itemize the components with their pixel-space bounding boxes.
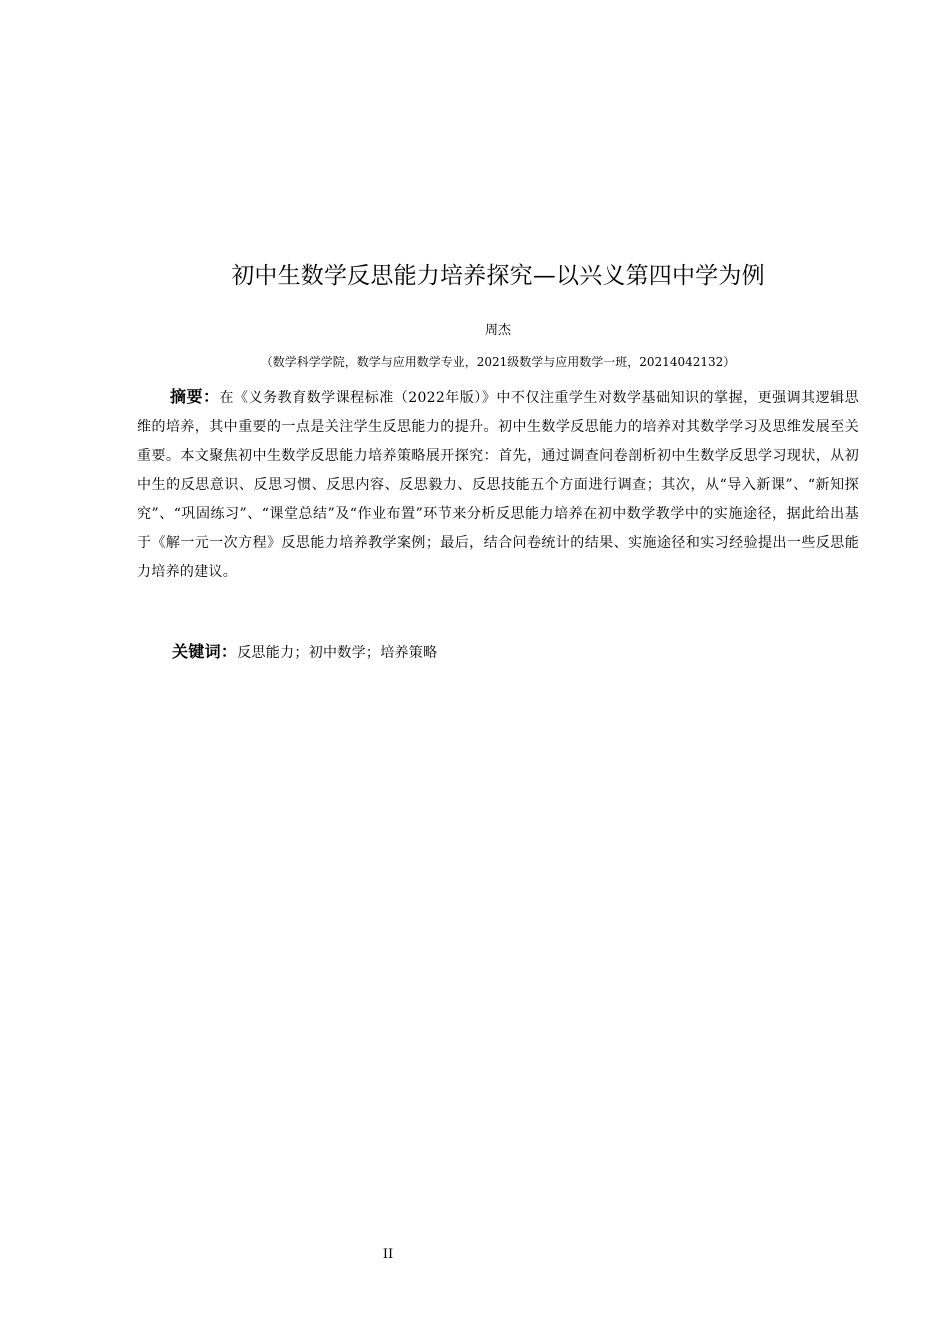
page-number: II	[382, 1247, 394, 1262]
abstract-text: 在《义务教育数学课程标准（2022年版）》中不仅注重学生对数学基础知识的掌握，更强调其逻辑思维的培养，其中重要的一点是关注学生反思能力的提升。初中生数学反思能力的培养对其数学学习及思维发展至关重要。本文聚焦初中生数学反思能力培养策略展开探究：首先，通过调查问卷剖析初中生数学反思学习现状，从初中生的反思意识、反思习惯、反思内容、反思毅力、反思技能五个方面进行调查；其次，从“导入新课”、“新知探究”、“巩固练习”、“课堂总结”及“作业布置”环节来分析反思能力培养在初中数学教学中的实施途径，据此给出基于《解一元一次方程》反思能力培养教学案例；最后，结合问卷统计的结果、实施途径和实习经验提出一些反思能力培养的建议。	[137, 390, 859, 580]
keywords-line	[172, 637, 437, 668]
author-name: 周杰	[484, 323, 511, 338]
abstract-paragraph	[137, 382, 859, 587]
paper-title: 初中生数学反思能力培养探究—以兴义第四中学为例	[231, 263, 765, 289]
keywords-text: 反思能力；初中数学；培养策略	[237, 645, 438, 661]
author-affiliation: （数学科学学院，数学与应用数学专业，2021级数学与应用数学一班，20214042132）	[260, 355, 736, 369]
abstract-label: 摘要：	[170, 387, 220, 406]
keywords-label: 关键词：	[172, 642, 238, 661]
